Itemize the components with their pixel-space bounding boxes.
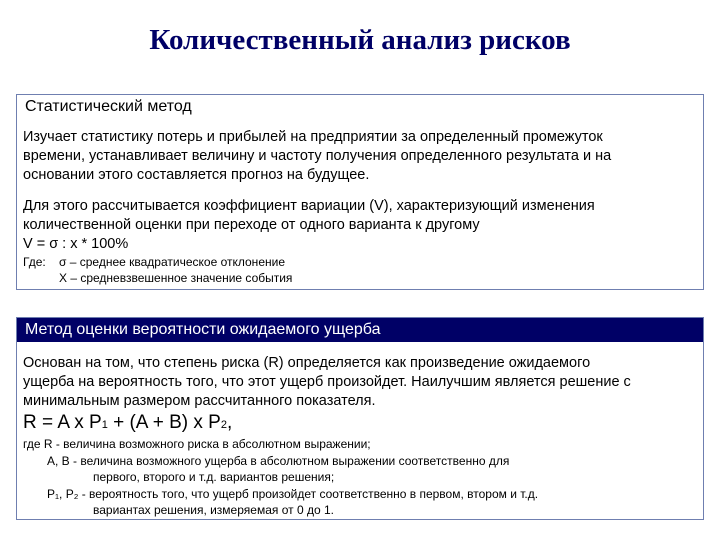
risk-formula-part-3: , bbox=[226, 412, 233, 433]
variation-line-1: Для этого рассчитывается коэффициент вариации (V), характеризующий изменения bbox=[23, 198, 595, 214]
definition-line-5: вариантах решения, измеряемая от 0 до 1. bbox=[93, 503, 334, 517]
statistical-method-box bbox=[16, 94, 704, 290]
risk-formula bbox=[23, 412, 232, 436]
statistical-method-line-3: основании этого составляется прогноз на будущее. bbox=[23, 167, 370, 183]
risk-formula-part-2: + (A + B) x P bbox=[107, 412, 221, 433]
where-line-1: σ – среднее квадратическое отклонение bbox=[59, 255, 285, 269]
risk-formula-sub-1: 1 bbox=[101, 419, 108, 431]
where-label: Где: bbox=[23, 255, 46, 269]
variation-formula: V = σ : x * 100% bbox=[23, 236, 129, 252]
expected-damage-line-3: минимальным размером рассчитанного показателя. bbox=[23, 393, 376, 409]
variation-line-2: количественной оценки при переходе от одного варианта к другому bbox=[23, 217, 480, 233]
definition-line-1: где R - величина возможного риска в абсолютном выражении; bbox=[23, 437, 371, 451]
definition-line-2: А, В - величина возможного ущерба в абсолютном выражении соответственно для bbox=[47, 454, 510, 468]
risk-formula-sub-2: 2 bbox=[220, 419, 227, 431]
statistical-method-line-1: Изучает статистику потерь и прибылей на предприятии за определенный промежуток bbox=[23, 129, 603, 145]
statistical-method-heading: Статистический метод bbox=[17, 95, 703, 119]
page-title: Количественный анализ рисков bbox=[149, 24, 571, 56]
expected-damage-box bbox=[16, 317, 704, 520]
expected-damage-line-2: ущерба на вероятность того, что этот ущерб произойдет. Наилучшим является решение с bbox=[23, 374, 631, 390]
definition-line-3: первого, второго и т.д. вариантов решения; bbox=[93, 470, 335, 484]
where-line-2: X – средневзвешенное значение события bbox=[59, 271, 293, 285]
risk-formula-part-1: R = A x P bbox=[23, 412, 102, 433]
statistical-method-line-2: времени, устанавливает величину и частоту получения определенного результата и на bbox=[23, 148, 612, 164]
expected-damage-heading: Метод оценки вероятности ожидаемого ущерба bbox=[17, 318, 703, 342]
expected-damage-line-1: Основан на том, что степень риска (R) определяется как произведение ожидаемого bbox=[23, 355, 591, 371]
definition-line-4: P₁, P₂ - вероятность того, что ущерб произойдет соответственно в первом, втором и т.д. bbox=[47, 487, 539, 501]
